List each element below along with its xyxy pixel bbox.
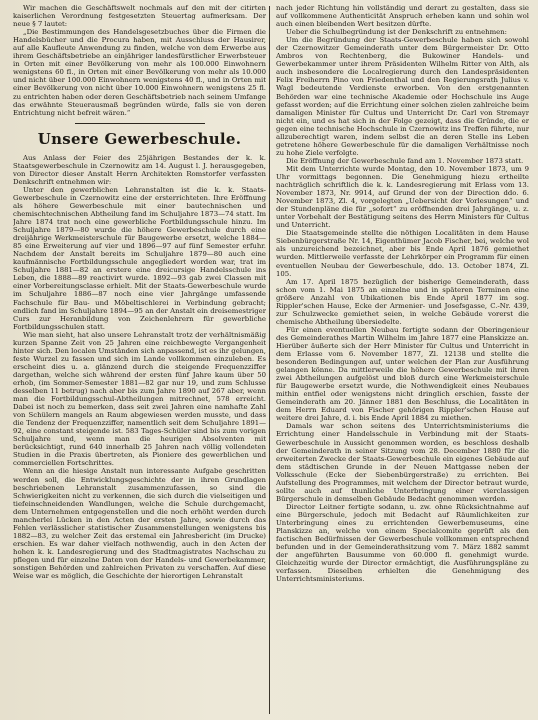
article-paragraph: Die Eröffnung der Gewerbeschule fand am 1. November 1873 statt. [286, 156, 524, 165]
intro-paragraph: Wir machen die Geschäftswelt nochmals auf den mit der citirten kaiserlichen Verordnung festgesetzten Steuertag aufmerksam. Der neue § 7 lautet: [13, 4, 266, 29]
right-column [276, 4, 529, 716]
section-separator [75, 123, 205, 124]
article-heading: Unsere Gewerbeschule. [37, 129, 242, 148]
article-paragraph: Unter den gewerblichen Lehranstalten ist die k. k. Staats-Gewerbeschule in Czernowitz eine der ersterrichteten. Ihre Eröffnung als höhere Gewerbeschule mit einer bautechnischen und chemischtechnischen Abtheilung fand im Schuljahre 1873—74 statt. Im Jahre 1874 trat noch eine gewerbliche Fortbildungsschule hinzu. Im Schuljahre 1879—80 wurde die höhere Gewerbeschule durch eine dreijährige Werkmeisterschule für Baugewerbe ersetzt, welche 1884—85 eine Erweiterung auf vier und 1896—97 auf fünf Semester erfuhr. Nachdem der Anstalt bereits im Schuljahre 1879—80 auch eine kaufmännische Fortbildungsschule angegliedert worden war, trat im Schuljahre 1881—82 an erstere eine dreicursige Handelsschule ins Leben, die 1888—89 reactivirt wurde. 1892—93 gab zwei Classen mit einer Vorbereitungsclasse erhielt. Mit der Staats-Gewerbeschule wurde im Schuljahre 1886—87 noch eine vier Jahrgänge umfassende Fachschule für Bau- und Möbeltischlerei in Verbindung gebracht; endlich fand im Schuljahre 1894—95 an der Anstalt ein dreisemestriger Curs zur Heranbildung von Zeichenlehrern für gewerbliche Fortbildungsschulen statt. [13, 185, 266, 331]
column-rule [269, 6, 270, 714]
article-paragraph: Ueber die Schulbegründung ist der Denkschrift zu entnehmen: [286, 28, 507, 37]
article-paragraph: Damals war schon seitens des Unterrichtsministeriums die Errichtung einer Handelsschule in Verbindung mit der Staats-Gewerbeschule in Aussicht genommen worden, es beschloss deshalb der Gemeinderath in seiner Sitzung vom 28. December 1880 für die erweiterten Zwecke der Staats-Gewerbeschule ein eigenes Gebäude auf dem städtischen Grunde in der Neuen Mattgasse neben der Volksschule (Ecke der Siebenbürgerstraße) zu errichten. Bei Aufstellung des Programmes, mit welchem der Director betraut wurde, sollte auch auf thunliche Unterbringung einer vierclassigen Bürgerschule in demselben Gebäude Bedacht genommen werden. [276, 422, 529, 503]
article-paragraph: Director Leitner fertigte sodann, u. zw. ohne Rücksichtnahme auf eine Bürgerschule, jedoch mit Bedacht auf Räumlichkeiten zur Unterbringung eines zu errichtenden Gewerbemuseums, eine Planskizze an, welche von einem Specialcomite geprüft als den factischen Bedürfnissen der Gewerbeschule vollkommen entsprechend befunden und in der Gemeinderathsitzung vom 7. März 1882 sammt der angeführten Bausumme von 60.000 fl. genehmigt wurde. Gleichzeitig wurde der Director ermächtigt, die Ausführungspläne zu verfassen. Dieselben erhielten die Genehmigung des Unterrichtsministeriums. [276, 502, 529, 584]
left-column [13, 4, 266, 716]
article-paragraph: Um die Begründung der Staats-Gewerbeschule haben sich sowohl der Czernowitzer Gemeinderath unter dem Bürgermeister Dr. Otto Ambros von Rechtenberg, die Bukowiner Handels- und Gewerbekammer unter ihrem Präsidenten Wilhelm Ritter von Alth, als auch insbesondere die Localregierung durch den Landespräsidenten Felix Freiherrn Pino von Friedenthal und den Regierungsrath Julius v. Wagl bedeutende Verdienste erworben. Von den erstgenannten Behörden war eine technische Akademie oder Hochschule ins Auge gefasst worden; auf die Errichtung einer solchen zielen zahlreiche beim damaligen Minister für Cultus und Unterricht Dr. Carl von Stremayr nicht ein, und es hat sich in der Folge gezeigt, dass die Gründe, die er gegen eine technische Hochschule in Czernowitz ins Treffen führte, nur allzuberechtigt waren, indem selbst die an deren Stelle ins Leben getretene höhere Gewerbeschule für die damaligen Verhältnisse noch zu hohe Ziele verfolgte. [276, 36, 529, 157]
article-paragraph: Wenn an die hiesige Anstalt nun interessante Aufgabe geschritten werden soll, die Entwicklungsgeschichte der in ihren Grundlagen beschriebenen Lehranstalt zusammenzufassen, so sind die Schwierigkeiten nicht zu verkennen, die sich durch die vielseitigen und tiefeinschneidenden Wandlungen, welche die Schule durchgemacht, dem Unternehmen entgegenstellen und die noch erhöht werden durch mancherlei Lücken in den Acten der ersten Jahre, sowie durch das Fehlen verlässlicher statistischer Zusammenstellungen wenigstens bis 1882—83, zu welcher Zeit das erstemal ein Jahresbericht (im Drucke) erschien. Es war daher vielfach nothwendig, auch in den Acten der hohen k. k. Landesregierung und des Stadtmagistrates Nachschau zu pflegen und für einzelne Daten von der Handels- und Gewerbekammer, sonstigen Behörden und zahlreichen Privaten zu verschaffen. Auf diese Weise war es möglich, die Geschichte der hierortigen Lehranstalt [13, 467, 266, 581]
article-paragraph: Aus Anlass der Feier des 25jährigen Bestandes der k. k. Staatsgewerbeschule in Czernowitz am 14. August l. J. herausgegeben, von Director dieser Anstalt Herrn Architekten Romstorfer verfassten Denkschrift entnehmen wir: [13, 153, 266, 186]
quoted-law-paragraph: „Die Bestimmungen des Handelsgesetzbuches über die Firmen die Handelsbücher und die Procura haben, mit Ausschluss der Hausirer, auf alle Kaufleute Anwendung zu finden, welche von dem Erwerbe aus ihrem Geschäftsbetriebe an einjähriger landesfürstlicher Erwerbsteuer in Orten mit einer Bevölkerung von mehr als 100.000 Einwohnern wenigstens 60 fl., in Orten mit einer Bevölkerung von mehr als 10.000 und nicht über 100.000 Einwohnern wenigstens 40 fl., und in Orten mit einer Bevölkerung von nicht über 10.000 Einwohnern wenigstens 25 fl. zu entrichten haben oder deren Geschäftsbetrieb nach seinem Umfange das erwähnte Steuerausmaß begründen würde, falls sie von deren Entrichtung nicht befreit wären.“ [13, 28, 266, 117]
article-paragraph: Die Staatsgemeinde stellte die nöthigen Localitäten in dem Hause Siebenbürgerstraße Nr. 14, Eigenthümer Jacob Fischer, bei, welche wol als unzureichend bezeichnet, aber bis Ende April 1876 gemiethet wurden. Mittlerweile verfasste der Lehrkörper ein Programm für einen eventuellen Neubau der Gewerbeschule, ddo. 13. October 1874, Zl. 105. [276, 229, 529, 278]
article-paragraph: Am 17. April 1875 bezüglich der bisherige Gemeinderath, dass schon vom 1. Mai 1875 an einzelne und in späteren Terminen eine größere Anzahl von Ubikationen bis Ende April 1877 im sog. Rippler'schen Hause, Ecke der Armenier- und Josefsgasse, C.-Nr. 439, zur Schulzwecke gemiethet seien, in welche Gebäude vorerst die chemische Abtheilung übersiedelte. [276, 277, 529, 326]
article-paragraph: Für einen eventuellen Neubau fertigte sodann der Oberingenieur des Gemeinderathes Martin Wilhelm im Jahre 1877 eine Planskizze an. Hierüber äußerte sich der Herr Minister für Cultus und Unterricht in dem Erlasse vom 6. November 1877, Zl. 12138 und stellte die besonderen Bedingungen auf, unter welchen der Plan zur Ausführung gelangen könne. Da mittlerweile die höhere Gewerbeschule mit ihren zwei Abtheilungen aufgelöst und bloß durch eine Werkmeisterschule für Baugewerbe ersetzt wurde, die Nothwendigkeit eines Neubaues mithin entfiel oder wenigstens nicht dringlich erschien, fasste der Gemeinderath am 20. Jänner 1881 den Beschluss, die Localitäten in dem Herrn Eduard von Fischer gehörigen Rippler'schen Hause auf weitere drei Jahre, d. i. bis Ende April 1884 zu miethen. [276, 325, 529, 423]
article-paragraph: nach jeder Richtung hin vollständig und derart zu gestalten, dass sie auf vollkommene Authenticität Anspruch erheben kann und sohin wol auch einen bleibenden Wert besitzen dürfte. [276, 4, 529, 29]
article-paragraph: Mit dem Unterrichte wurde Montag, den 10. November 1873, um 9 Uhr vormittags begonnen. Die Genehmigung hiezu ertheilte nachträglich schriftlich die k. k. Landesregierung mit Erlass vom 13. November 1873, Nr. 9914, auf Grund der von der Direction ddo. 6. November 1873, Zl. 4, vorgelegten „Uebersicht der Vorlesungen“ und der Stundenpläne die für „sofort“ zu eröffnenden drei Jahrgänge, u. z. unter Vorbehalt der Bestätigung seitens des Herrn Ministers für Cultus und Unterricht. [276, 164, 529, 230]
article-paragraph: Wie man sieht, hat also unsere Lehranstalt trotz der verhältnismäßig kurzen Spanne Zeit von 25 Jahren eine reichbewegte Vergangenheit hinter sich. Den localen Umständen sich anpassend, ist es ihr gelungen, feste Wurzel zu fassen und sich im Lande vollkommen einzuleben. Es erscheint dies u. a. glänzend durch die steigende Frequenzziffer dargethan, welche sich während der ersten fünf Jahre kaum über 50 erhob, (im Sommer-Semester 1881—82 gar nur 19, und zum Schlusse desselben 11 betrug) nach aber bis zum Jahre 1890 auf 267 aber, wenn man die Fortbildungsschul-Abtheilungen mitrechnet, 578 erreicht. Dabei ist noch zu bemerken, dass seit zwei Jahren eine namhafte Zahl von Schülern mangels an Raum abgewiesen werden musste, und dass die Tendenz der Frequenzziffer, namentlich seit dem Schuljahre 1891—92, eine constant steigende ist. 583 Tages-Schüler sind bis zum vorigen Schuljahre und, wenn man die heurigen Absolventen mit berücksichtigt, rund 640 innerhalb 25 Jahren nach völlig vollendeten Studien in die Praxis übertreten, als Pioniere des gewerblichen und commerciellen Fortschrittes. [13, 330, 266, 468]
